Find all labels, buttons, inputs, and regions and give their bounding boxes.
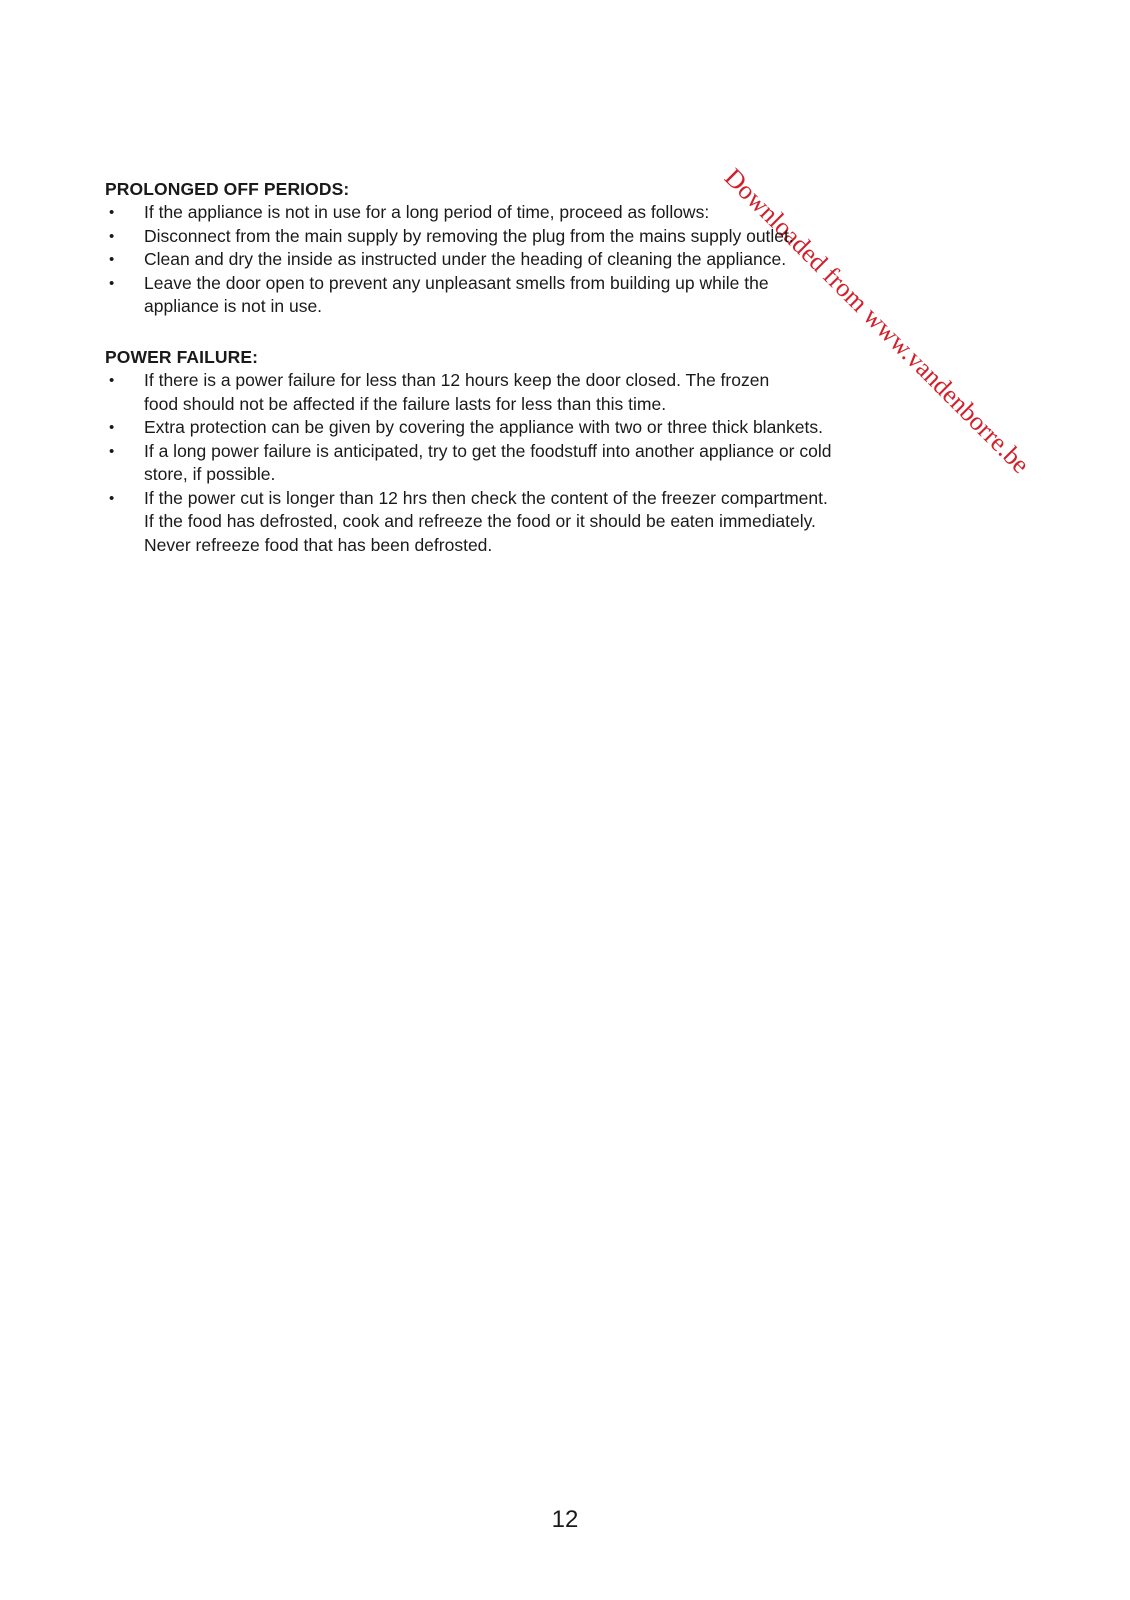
section-heading: POWER FAILURE:: [105, 347, 259, 367]
list-item-text: Leave the door open to prevent any unpleasant smells from building up while the appliance is not in use.: [144, 272, 769, 316]
list-item-text: Extra protection can be given by covering the appliance with two or three thick blankets.: [144, 417, 823, 437]
section-power-failure: [105, 345, 985, 557]
bullet-icon: •: [109, 372, 115, 389]
bullet-icon: •: [109, 204, 115, 221]
list-item: [105, 369, 985, 416]
bullet-icon: •: [109, 419, 115, 436]
list-item: [105, 225, 985, 249]
section-heading: PROLONGED OFF PERIODS:: [105, 179, 350, 199]
list-item: [105, 416, 985, 440]
bullet-icon: •: [109, 251, 115, 268]
section-prolonged-off-periods: [105, 177, 985, 319]
list-item: [105, 487, 985, 558]
bullet-icon: •: [109, 489, 115, 507]
list-item-text: If the power cut is longer than 12 hrs then check the content of the freezer compartment. If the food has defrosted, cook and refreeze the food or it should be eaten immediately. Never refreeze food that has been defrosted.: [144, 487, 828, 555]
bullet-list: [105, 369, 985, 557]
bullet-icon: •: [109, 227, 115, 245]
list-item: [105, 248, 985, 272]
list-item-text: If the appliance is not in use for a long period of time, proceed as follows:: [144, 202, 710, 222]
list-item-text: Clean and dry the inside as instructed under the heading of cleaning the appliance.: [144, 249, 787, 269]
list-item-text: If a long power failure is anticipated, try to get the foodstuff into another appliance or cold store, if possible.: [144, 440, 832, 484]
list-item-text: If there is a power failure for less than 12 hours keep the door closed. The frozen food should not be affected if the failure lasts for less than this time.: [144, 370, 770, 414]
list-item: [105, 272, 985, 319]
bullet-icon: •: [109, 442, 115, 460]
page-number: 12: [551, 1506, 579, 1533]
bullet-list: [105, 201, 985, 319]
list-item: [105, 201, 985, 225]
list-item-text: Disconnect from the main supply by removing the plug from the mains supply outlet.: [144, 225, 794, 246]
download-watermark: Downloaded from www.vandenborre.be: [718, 162, 1036, 480]
bullet-icon: •: [109, 274, 115, 292]
list-item: [105, 440, 985, 487]
